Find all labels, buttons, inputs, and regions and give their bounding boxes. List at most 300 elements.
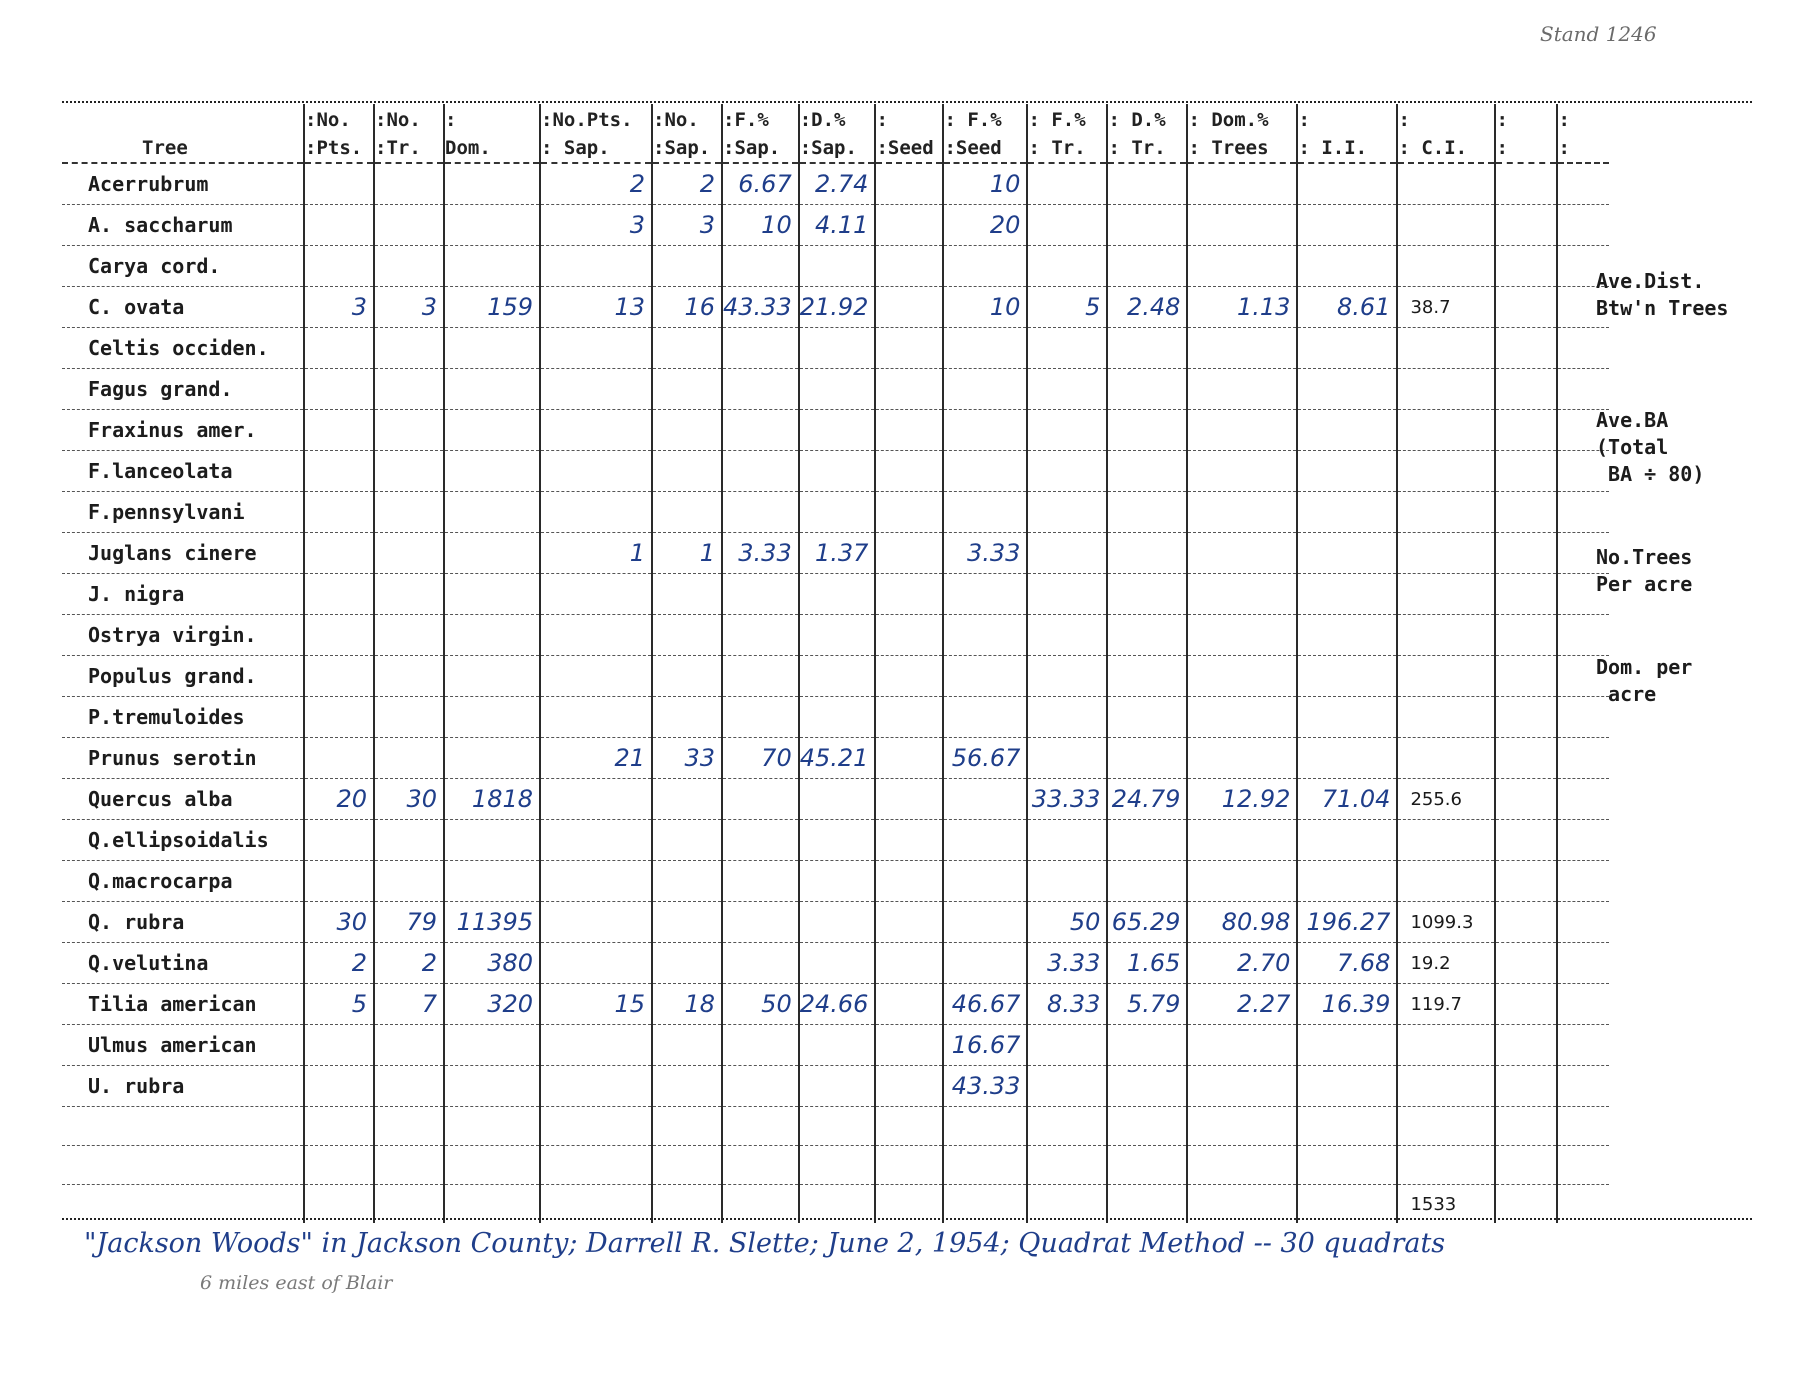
empty-cell (1187, 1107, 1297, 1146)
table-cell (374, 205, 444, 246)
table-cell (444, 615, 540, 656)
table-cell (540, 369, 652, 410)
empty-cell (1495, 205, 1557, 246)
empty-cell (1557, 861, 1609, 902)
table-cell: 16.39 (1297, 984, 1397, 1025)
table-cell: 38.7 (1397, 287, 1495, 328)
tree-name: P.tremuloides (62, 697, 304, 738)
table-cell (652, 779, 722, 820)
table-cell (540, 492, 652, 533)
table-cell (1107, 574, 1187, 615)
table-cell (444, 1025, 540, 1066)
table-cell (444, 820, 540, 861)
table-cell (943, 369, 1027, 410)
table-cell (875, 287, 943, 328)
tree-name: Quercus alba (62, 779, 304, 820)
table-cell (1297, 861, 1397, 902)
table-cell (1107, 656, 1187, 697)
table-cell (304, 820, 374, 861)
column-header: : : C.I. (1397, 104, 1495, 163)
table-cell: 30 (374, 779, 444, 820)
empty-cell (799, 1146, 876, 1185)
table-cell (540, 697, 652, 738)
table-cell: 33 (652, 738, 722, 779)
empty-cell (1495, 656, 1557, 697)
table-cell: 71.04 (1297, 779, 1397, 820)
tree-name: Acerrubrum (62, 163, 304, 205)
empty-cell (1495, 615, 1557, 656)
table-cell (374, 697, 444, 738)
column-header: : Dom.% : Trees (1187, 104, 1297, 163)
table-cell: 3.33 (943, 533, 1027, 574)
table-cell: 4.11 (799, 205, 876, 246)
table-cell (304, 738, 374, 779)
table-cell (875, 328, 943, 369)
empty-cell (304, 1107, 374, 1146)
empty-cell (304, 1146, 374, 1185)
column-header: : : I.I. (1297, 104, 1397, 163)
empty-cell (374, 1107, 444, 1146)
table-cell (875, 451, 943, 492)
empty-cell (1397, 1107, 1495, 1146)
column-header: : :Seed (875, 104, 943, 163)
table-cell: 46.67 (943, 984, 1027, 1025)
table-cell: 12.92 (1187, 779, 1297, 820)
table-cell (1297, 697, 1397, 738)
table-row (62, 163, 1609, 205)
table-cell (875, 1066, 943, 1107)
table-cell (875, 574, 943, 615)
empty-cell (1557, 1025, 1609, 1066)
table-cell (722, 246, 799, 287)
table-cell: 380 (444, 943, 540, 984)
table-cell (1187, 656, 1297, 697)
tree-name: F.lanceolata (62, 451, 304, 492)
table-cell (1107, 697, 1187, 738)
table-cell (1397, 533, 1495, 574)
table-cell (304, 861, 374, 902)
empty-cell (722, 1107, 799, 1146)
table-cell (1297, 1025, 1397, 1066)
empty-cell (1495, 943, 1557, 984)
table-cell: 65.29 (1107, 902, 1187, 943)
table-cell (722, 492, 799, 533)
table-cell (1107, 738, 1187, 779)
table-cell (652, 697, 722, 738)
table-cell (1107, 369, 1187, 410)
table-cell (1187, 533, 1297, 574)
table-cell: 3 (374, 287, 444, 328)
table-cell (1297, 246, 1397, 287)
table-cell: 6.67 (722, 163, 799, 205)
column-header: :D.% :Sap. (799, 104, 876, 163)
empty-cell (1187, 1146, 1297, 1185)
table-cell (722, 697, 799, 738)
empty-cell (1495, 984, 1557, 1025)
table-cell (374, 163, 444, 205)
empty-cell (1495, 451, 1557, 492)
empty-cell (1495, 574, 1557, 615)
column-header: : Dom. (444, 104, 540, 163)
empty-cell (1107, 1146, 1187, 1185)
table-cell (1027, 1066, 1107, 1107)
table-cell (1107, 328, 1187, 369)
table-cell (1297, 1066, 1397, 1107)
empty-cell (1027, 1146, 1107, 1185)
table-cell (374, 410, 444, 451)
table-cell (1187, 410, 1297, 451)
table-cell (1027, 163, 1107, 205)
table-cell: 56.67 (943, 738, 1027, 779)
table-row (62, 410, 1609, 451)
table-cell (722, 820, 799, 861)
table-cell (652, 861, 722, 902)
table-cell (943, 574, 1027, 615)
table-cell: 159 (444, 287, 540, 328)
table-cell (799, 902, 876, 943)
table-cell (304, 533, 374, 574)
empty-cell (1557, 902, 1609, 943)
trees-per-acre-label: No.Trees Per acre (1596, 545, 1693, 596)
empty-cell (1495, 287, 1557, 328)
table-cell (374, 615, 444, 656)
table-cell: 15 (540, 984, 652, 1025)
table-cell (875, 779, 943, 820)
ci-total: 1533 (1397, 1185, 1495, 1224)
table-cell (540, 820, 652, 861)
table-cell (943, 410, 1027, 451)
empty-cell (1557, 328, 1609, 369)
bottom-rule (62, 1218, 1752, 1220)
empty-cell (943, 1146, 1027, 1185)
table-cell (1187, 861, 1297, 902)
table-cell (1187, 205, 1297, 246)
table-cell (1107, 533, 1187, 574)
table-cell (799, 615, 876, 656)
table-cell (444, 861, 540, 902)
table-cell: 1.13 (1187, 287, 1297, 328)
empty-cell (1557, 1107, 1609, 1146)
table-cell (799, 574, 876, 615)
table-cell (304, 1066, 374, 1107)
empty-cell (652, 1146, 722, 1185)
empty-cell (1495, 1146, 1557, 1185)
table-cell (652, 246, 722, 287)
column-header: : F.% :Seed (943, 104, 1027, 163)
table-cell: 1818 (444, 779, 540, 820)
table-cell (1187, 1066, 1297, 1107)
table-cell (1187, 369, 1297, 410)
table-cell: 196.27 (1297, 902, 1397, 943)
empty-cell (1495, 738, 1557, 779)
table-cell (304, 410, 374, 451)
empty-cell (1297, 1107, 1397, 1146)
table-cell (722, 1066, 799, 1107)
table-cell (875, 820, 943, 861)
table-cell (444, 533, 540, 574)
table-cell (444, 328, 540, 369)
table-cell (722, 943, 799, 984)
empty-cell (1495, 861, 1557, 902)
empty-cell (1557, 205, 1609, 246)
table-cell (1107, 205, 1187, 246)
table-cell (943, 861, 1027, 902)
empty-cell (1495, 246, 1557, 287)
table-cell: 24.79 (1107, 779, 1187, 820)
empty-cell (1297, 1146, 1397, 1185)
table-cell (1297, 451, 1397, 492)
table-row (62, 779, 1609, 820)
table-cell (1397, 615, 1495, 656)
table-cell (304, 451, 374, 492)
table-cell (444, 205, 540, 246)
table-cell (943, 615, 1027, 656)
column-header: :No. :Pts. (304, 104, 374, 163)
table-cell (652, 820, 722, 861)
table-cell (1297, 163, 1397, 205)
empty-cell (1495, 1025, 1557, 1066)
table-cell (1187, 615, 1297, 656)
table-cell (1297, 410, 1397, 451)
table-cell (374, 738, 444, 779)
table-cell (722, 451, 799, 492)
table-cell (1397, 820, 1495, 861)
table-cell (1187, 328, 1297, 369)
table-row (62, 861, 1609, 902)
table-cell (1397, 410, 1495, 451)
table-cell (1397, 1025, 1495, 1066)
tree-name: Celtis occiden. (62, 328, 304, 369)
table-cell (722, 574, 799, 615)
table-cell (1027, 246, 1107, 287)
empty-cell (875, 1107, 943, 1146)
table-cell (1107, 615, 1187, 656)
table-cell (1297, 205, 1397, 246)
table-cell (1397, 492, 1495, 533)
empty-cell (1495, 369, 1557, 410)
table-row (62, 205, 1609, 246)
table-cell (540, 943, 652, 984)
table-cell: 21.92 (799, 287, 876, 328)
table-cell (304, 205, 374, 246)
table-cell (799, 328, 876, 369)
table-cell (540, 779, 652, 820)
table-cell: 1.37 (799, 533, 876, 574)
table-cell: 80.98 (1187, 902, 1297, 943)
tree-name: A. saccharum (62, 205, 304, 246)
table-cell (540, 574, 652, 615)
table-cell (799, 779, 876, 820)
table-cell (540, 656, 652, 697)
table-cell (374, 451, 444, 492)
table-cell (799, 246, 876, 287)
table-cell (304, 1025, 374, 1066)
table-cell: 45.21 (799, 738, 876, 779)
table-cell (1187, 697, 1297, 738)
table-cell: 7 (374, 984, 444, 1025)
table-cell: 3.33 (722, 533, 799, 574)
table-cell (1187, 738, 1297, 779)
column-header: :No. :Tr. (374, 104, 444, 163)
table-row (62, 492, 1609, 533)
empty-cell (652, 1107, 722, 1146)
table-cell (875, 984, 943, 1025)
table-cell (875, 533, 943, 574)
table-cell: 2.27 (1187, 984, 1297, 1025)
table-cell (722, 369, 799, 410)
table-cell (943, 328, 1027, 369)
tree-name: Q.macrocarpa (62, 861, 304, 902)
table-cell (875, 861, 943, 902)
empty-cell (1495, 328, 1557, 369)
table-cell: 50 (722, 984, 799, 1025)
table-cell (304, 492, 374, 533)
table-cell (1107, 861, 1187, 902)
table-row (62, 656, 1609, 697)
empty-cell (1557, 615, 1609, 656)
table-cell (540, 902, 652, 943)
table-cell (1397, 861, 1495, 902)
table-cell (1297, 615, 1397, 656)
table-cell (1107, 1025, 1187, 1066)
table-cell: 20 (943, 205, 1027, 246)
location-note: 6 miles east of Blair (200, 1272, 393, 1294)
table-cell: 1.65 (1107, 943, 1187, 984)
table-cell: 2.70 (1187, 943, 1297, 984)
table-cell (374, 533, 444, 574)
table-cell (1397, 574, 1495, 615)
table-cell (374, 820, 444, 861)
table-cell (1297, 820, 1397, 861)
table-cell: 255.6 (1397, 779, 1495, 820)
empty-cell (1495, 779, 1557, 820)
table-cell (799, 492, 876, 533)
table-cell (875, 492, 943, 533)
table-cell: 2 (652, 163, 722, 205)
column-header: : F.% : Tr. (1027, 104, 1107, 163)
table-cell (1397, 697, 1495, 738)
table-row (62, 820, 1609, 861)
tree-name: Ulmus american (62, 1025, 304, 1066)
table-cell (799, 656, 876, 697)
table-cell (799, 820, 876, 861)
column-header: : D.% : Tr. (1107, 104, 1187, 163)
tree-name: Ostrya virgin. (62, 615, 304, 656)
table-cell (374, 574, 444, 615)
tree-data-table (62, 104, 1609, 1223)
table-cell: 1 (652, 533, 722, 574)
table-cell (1397, 163, 1495, 205)
table-cell (722, 410, 799, 451)
table-cell (444, 656, 540, 697)
table-row (62, 1025, 1609, 1066)
table-cell: 5 (1027, 287, 1107, 328)
empty-cell (1495, 492, 1557, 533)
table-cell (652, 1066, 722, 1107)
table-cell: 43.33 (943, 1066, 1027, 1107)
tree-name: Carya cord. (62, 246, 304, 287)
empty-cell (943, 1107, 1027, 1146)
table-cell (722, 779, 799, 820)
table-cell: 3 (652, 205, 722, 246)
empty-cell (1557, 163, 1609, 205)
empty-cell (62, 1107, 304, 1146)
table-row (62, 328, 1609, 369)
table-cell: 2 (540, 163, 652, 205)
table-cell (304, 697, 374, 738)
table-cell: 10 (722, 205, 799, 246)
table-cell (652, 328, 722, 369)
table-cell (1297, 656, 1397, 697)
table-cell (1027, 533, 1107, 574)
table-cell (1107, 163, 1187, 205)
table-cell (799, 369, 876, 410)
table-cell: 10 (943, 287, 1027, 328)
table-cell: 33.33 (1027, 779, 1107, 820)
table-row (62, 246, 1609, 287)
empty-cell (1557, 1066, 1609, 1107)
empty-cell (1495, 697, 1557, 738)
table-cell (652, 615, 722, 656)
table-cell: 16.67 (943, 1025, 1027, 1066)
column-header: :No. :Sap. (652, 104, 722, 163)
table-cell: 2 (374, 943, 444, 984)
table-cell (943, 246, 1027, 287)
table-row (62, 451, 1609, 492)
empty-cell (1495, 1107, 1557, 1146)
table-cell (1027, 820, 1107, 861)
table-cell (444, 574, 540, 615)
table-cell (1397, 246, 1495, 287)
column-header: :No.Pts. : Sap. (540, 104, 652, 163)
tree-name: C. ovata (62, 287, 304, 328)
table-cell (799, 861, 876, 902)
table-cell (875, 410, 943, 451)
table-cell: 3.33 (1027, 943, 1107, 984)
top-rule (62, 101, 1752, 103)
empty-cell (1495, 533, 1557, 574)
tree-name: Juglans cinere (62, 533, 304, 574)
table-cell (875, 615, 943, 656)
table-cell (652, 574, 722, 615)
table-cell (875, 205, 943, 246)
table-cell (799, 1025, 876, 1066)
blank-row (62, 1107, 1609, 1146)
empty-cell (62, 1146, 304, 1185)
table-cell (1027, 697, 1107, 738)
table-cell: 30 (304, 902, 374, 943)
empty-cell (374, 1146, 444, 1185)
table-cell (943, 902, 1027, 943)
column-header: Tree (62, 104, 304, 163)
table-cell (1187, 492, 1297, 533)
table-cell (374, 1066, 444, 1107)
table-cell: 24.66 (799, 984, 876, 1025)
table-cell (943, 820, 1027, 861)
table-cell (1027, 656, 1107, 697)
empty-cell (1397, 1146, 1495, 1185)
table-cell (652, 656, 722, 697)
table-cell (1027, 492, 1107, 533)
table-cell (540, 1066, 652, 1107)
table-cell (875, 902, 943, 943)
table-cell (652, 943, 722, 984)
table-cell (444, 697, 540, 738)
table-cell (1187, 163, 1297, 205)
table-cell: 79 (374, 902, 444, 943)
table-cell (444, 738, 540, 779)
empty-cell (1495, 820, 1557, 861)
